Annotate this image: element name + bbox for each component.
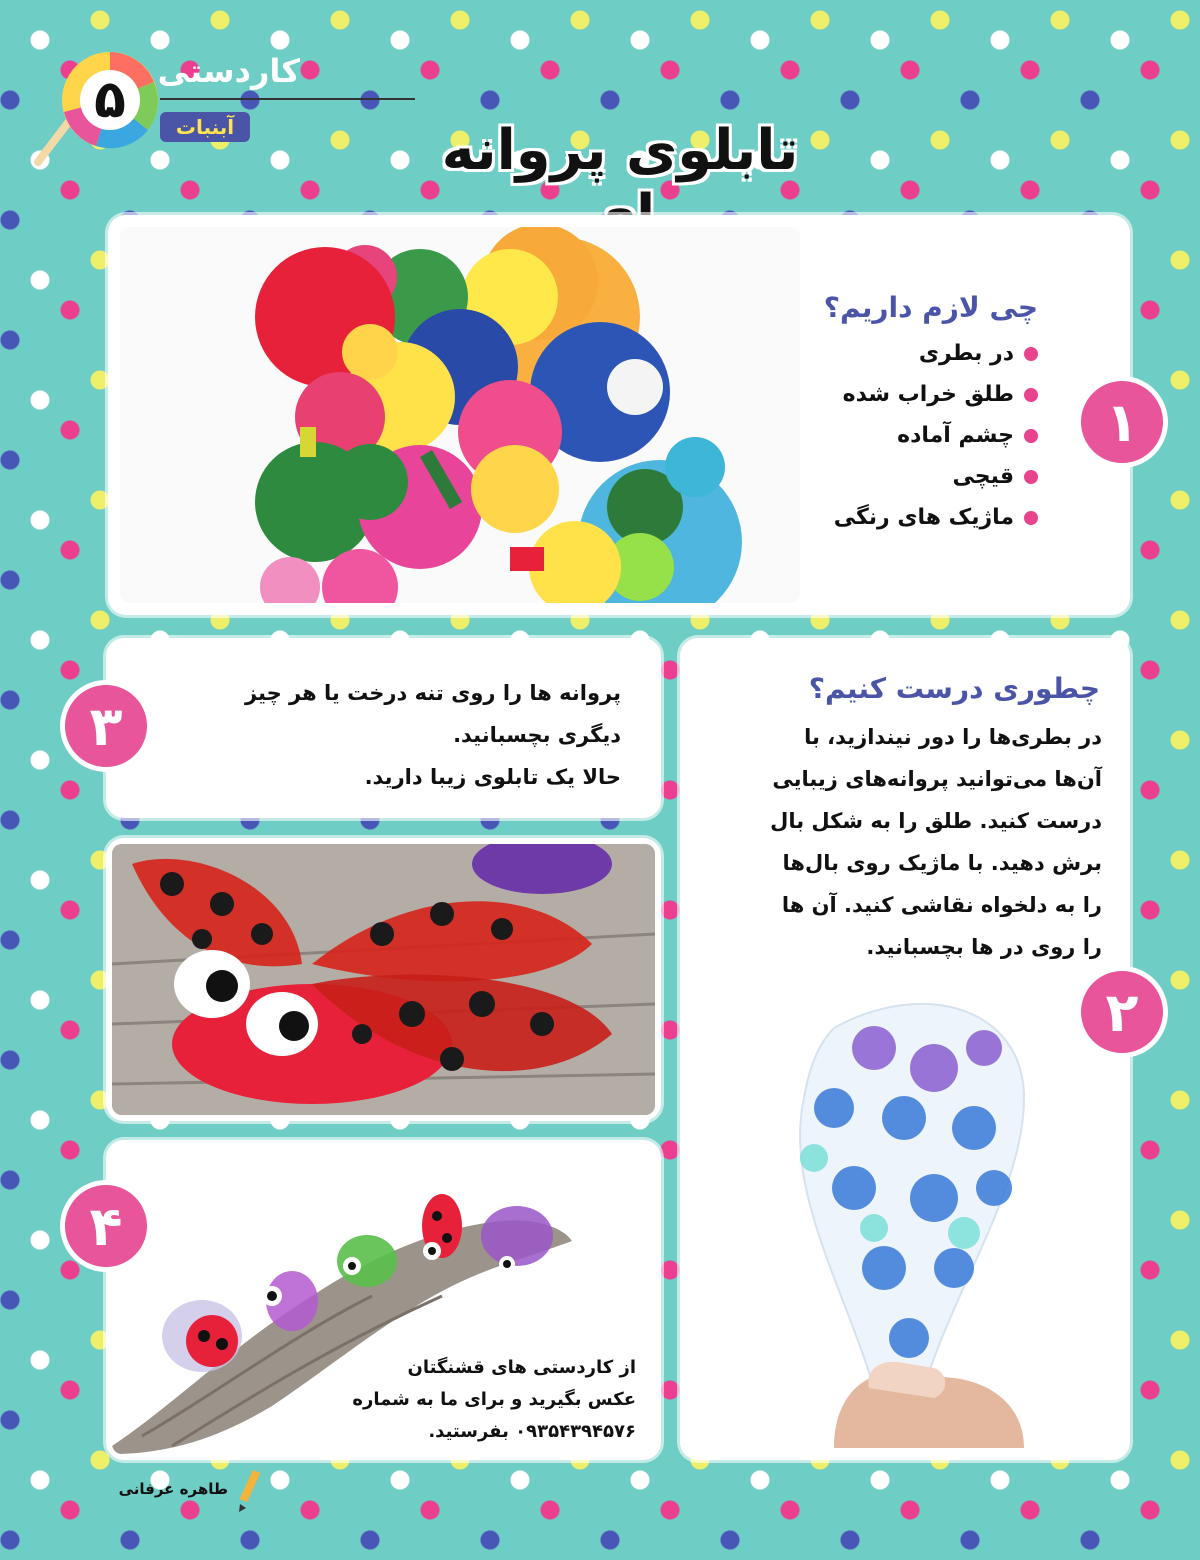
instructions-line: در بطری‌ها را دور نیندازید، با bbox=[804, 725, 1102, 749]
list-item: ماژیک های رنگی bbox=[798, 497, 1038, 538]
instructions-line: برش دهید. با ماژیک روی بال‌ها bbox=[782, 851, 1102, 875]
submission-line: از کاردستی های قشنگتان bbox=[407, 1357, 636, 1378]
author-credit bbox=[110, 1468, 280, 1518]
bullet-dot bbox=[1024, 511, 1038, 525]
header bbox=[0, 0, 1200, 210]
instructions-line: را روی در ها بچسبانید. bbox=[866, 935, 1102, 959]
instructions-line: درست کنید. طلق را به شکل بال bbox=[770, 809, 1102, 833]
step4-number-badge: ۴ bbox=[60, 1180, 152, 1272]
submission-line: ۰۹۳۵۴۳۹۴۵۷۶ بفرستید. bbox=[428, 1421, 636, 1442]
supplies-list bbox=[798, 333, 1038, 538]
submission-line: عکس بگیرید و برای ما به شماره bbox=[352, 1389, 636, 1410]
author-name: طاهره عرفانی bbox=[118, 1480, 228, 1498]
instructions-heading: چطوری درست کنیم؟ bbox=[808, 672, 1100, 705]
step3-number-badge: ۳ bbox=[60, 680, 152, 772]
bottle-caps-photo bbox=[120, 227, 800, 603]
list-item: در بطری bbox=[798, 333, 1038, 374]
ladybug-butterfly-photo bbox=[112, 844, 655, 1115]
wing-drawing-photo bbox=[694, 988, 1116, 1448]
bullet-dot bbox=[1024, 347, 1038, 361]
bullet-dot bbox=[1024, 429, 1038, 443]
list-item: طلق خراب شده bbox=[798, 374, 1038, 415]
page-title: تابلوی پروانه bbox=[441, 118, 799, 183]
section-label: کاردستی bbox=[157, 52, 300, 90]
step3-text bbox=[166, 672, 621, 798]
step4-card bbox=[106, 1140, 661, 1460]
step1-card bbox=[108, 215, 1130, 615]
step3-line: حالا یک تابلوی زیبا دارید. bbox=[364, 765, 621, 789]
list-item: قیچی bbox=[798, 456, 1038, 497]
list-item: چشم آماده bbox=[798, 415, 1038, 456]
supplies-heading: چی لازم داریم؟ bbox=[823, 291, 1038, 324]
step3-line: دیگری بچسبانید. bbox=[453, 723, 621, 747]
step2-card bbox=[680, 638, 1130, 1460]
instructions-text bbox=[700, 716, 1102, 968]
pencil-icon bbox=[230, 1468, 270, 1514]
submission-text bbox=[326, 1352, 636, 1448]
instructions-line: آن‌ها می‌توانید پروانه‌های زیبایی bbox=[772, 767, 1102, 791]
instructions-line: را به دلخواه نقاشی کنید. آن ها bbox=[781, 893, 1102, 917]
step3-card bbox=[106, 638, 661, 818]
step2-number-badge: ۲ bbox=[1076, 966, 1168, 1058]
magazine-logo-text: آبنبات bbox=[160, 112, 250, 142]
ladybug-photo-card bbox=[106, 838, 661, 1121]
header-divider bbox=[160, 98, 415, 100]
issue-number: ۵ bbox=[94, 70, 126, 130]
step1-number-badge: ۱ bbox=[1076, 376, 1168, 468]
bullet-dot bbox=[1024, 388, 1038, 402]
bullet-dot bbox=[1024, 470, 1038, 484]
step3-line: پروانه ها را روی تنه درخت یا هر چیز bbox=[244, 681, 621, 705]
